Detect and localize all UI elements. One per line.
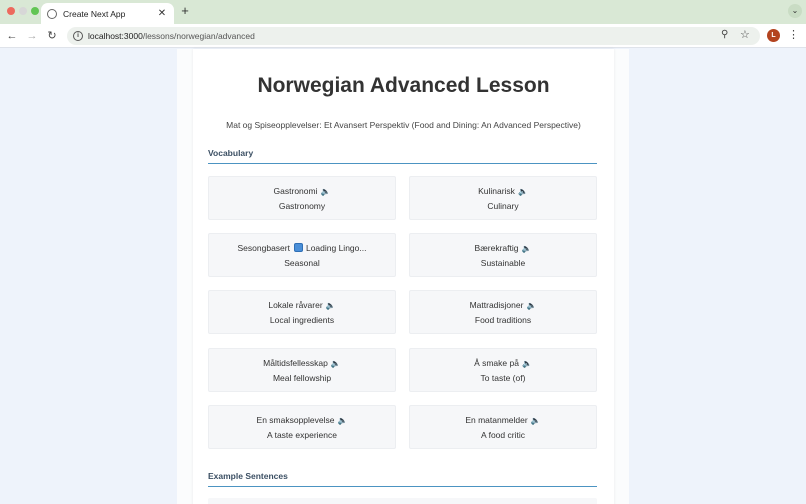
speaker-icon[interactable]: 🔈 bbox=[530, 415, 541, 425]
lesson-subtitle: Mat og Spiseopplevelser: Et Avansert Perspektiv (Food and Dining: An Advanced Perspective) bbox=[226, 120, 581, 130]
new-tab-button[interactable]: + bbox=[181, 3, 189, 18]
vocab-translation: Seasonal bbox=[284, 258, 320, 269]
vocab-translation: Culinary bbox=[487, 201, 519, 211]
star-icon[interactable]: ☆ bbox=[740, 29, 750, 41]
chevron-down-icon[interactable]: ⌄ bbox=[788, 4, 802, 18]
example-sentence-card bbox=[208, 498, 597, 504]
vocab-card bbox=[409, 290, 597, 334]
globe-icon bbox=[47, 9, 57, 19]
profile-avatar[interactable]: L bbox=[767, 29, 780, 42]
vocab-word bbox=[209, 186, 395, 196]
vocab-translation: Gastronomy bbox=[278, 201, 326, 211]
page-title: Norwegian Advanced Lesson bbox=[257, 74, 550, 97]
speaker-icon[interactable]: 🔈 bbox=[521, 358, 532, 368]
speaker-icon[interactable]: 🔈 bbox=[526, 301, 537, 311]
vocab-card bbox=[208, 290, 396, 334]
vocab-word-text: Sesongbasert bbox=[237, 243, 290, 254]
back-button[interactable]: ← bbox=[6, 30, 18, 42]
loading-icon bbox=[294, 243, 303, 252]
vocab-translation: Sustainable bbox=[480, 258, 526, 269]
url-text[interactable] bbox=[88, 31, 255, 41]
vocab-translation: Meal fellowship bbox=[272, 372, 332, 383]
vocab-translation: A taste experience bbox=[267, 429, 337, 440]
example-sentences-heading: Example Sentences bbox=[208, 471, 597, 487]
tab-title: Create Next App bbox=[63, 8, 126, 19]
minimize-window-button[interactable] bbox=[19, 7, 27, 15]
vocab-translation: A food critic bbox=[481, 429, 525, 440]
loading-status: Loading Lingo... bbox=[305, 243, 367, 254]
speaker-icon[interactable]: 🔈 bbox=[330, 358, 341, 368]
tab-active[interactable] bbox=[41, 3, 174, 24]
vocab-word-text: Måltidsfellesskap bbox=[263, 357, 328, 368]
vocab-card bbox=[208, 233, 396, 277]
vocab-word-text: Lokale råvarer bbox=[268, 300, 323, 311]
address-bar[interactable] bbox=[67, 27, 760, 45]
vocab-card bbox=[208, 405, 396, 449]
info-icon[interactable]: i bbox=[73, 31, 83, 41]
vocab-card bbox=[208, 176, 396, 220]
tab-strip bbox=[0, 0, 806, 24]
url-path: /lessons/norwegian/advanced bbox=[142, 31, 255, 41]
vocab-word bbox=[209, 358, 395, 368]
vocab-word-text: Mattradisjoner bbox=[469, 300, 524, 311]
vocab-translation: Local ingredients bbox=[269, 315, 335, 326]
vocab-card bbox=[409, 405, 597, 449]
close-window-button[interactable] bbox=[7, 7, 15, 15]
speaker-icon[interactable]: 🔈 bbox=[320, 187, 331, 196]
forward-button[interactable]: → bbox=[26, 30, 38, 42]
vocab-translation: Food traditions bbox=[474, 315, 532, 326]
speaker-icon[interactable]: 🔈 bbox=[337, 415, 348, 425]
vocab-card bbox=[409, 176, 597, 220]
vocab-word bbox=[410, 300, 596, 310]
speaker-icon[interactable]: 🔈 bbox=[521, 244, 532, 254]
browser-toolbar bbox=[0, 24, 806, 48]
vocab-word-text: Bærekraftig bbox=[474, 243, 519, 254]
vocab-translation: To taste (of) bbox=[480, 372, 526, 383]
menu-icon[interactable]: ⋮ bbox=[788, 29, 799, 41]
vocab-word-text: En matanmelder bbox=[465, 414, 528, 425]
speaker-icon[interactable]: 🔈 bbox=[325, 301, 336, 311]
vocab-word bbox=[209, 243, 395, 253]
vocab-word bbox=[410, 415, 596, 425]
vocab-word-text: En smaksopplevelse bbox=[256, 414, 335, 425]
url-host: localhost:3000 bbox=[88, 31, 143, 41]
vocab-word bbox=[410, 358, 596, 368]
reload-button[interactable]: ↻ bbox=[47, 30, 57, 42]
vocabulary-heading: Vocabulary bbox=[208, 148, 597, 164]
speaker-icon[interactable]: 🔈 bbox=[517, 187, 528, 196]
vocab-word bbox=[209, 300, 395, 310]
vocab-card bbox=[409, 233, 597, 277]
vocab-word bbox=[209, 415, 395, 425]
vocab-word-text: Å smake på bbox=[474, 357, 519, 368]
close-icon[interactable]: ✕ bbox=[157, 8, 167, 19]
vocab-card bbox=[409, 348, 597, 392]
zoom-icon[interactable]: ⚲ bbox=[721, 29, 729, 40]
vocab-word bbox=[410, 243, 596, 253]
vocab-word bbox=[410, 186, 596, 196]
vocab-word-text: Gastronomi bbox=[273, 186, 318, 196]
vocab-card bbox=[208, 348, 396, 392]
vocab-word-text: Kulinarisk bbox=[478, 186, 515, 196]
maximize-window-button[interactable] bbox=[31, 7, 39, 15]
